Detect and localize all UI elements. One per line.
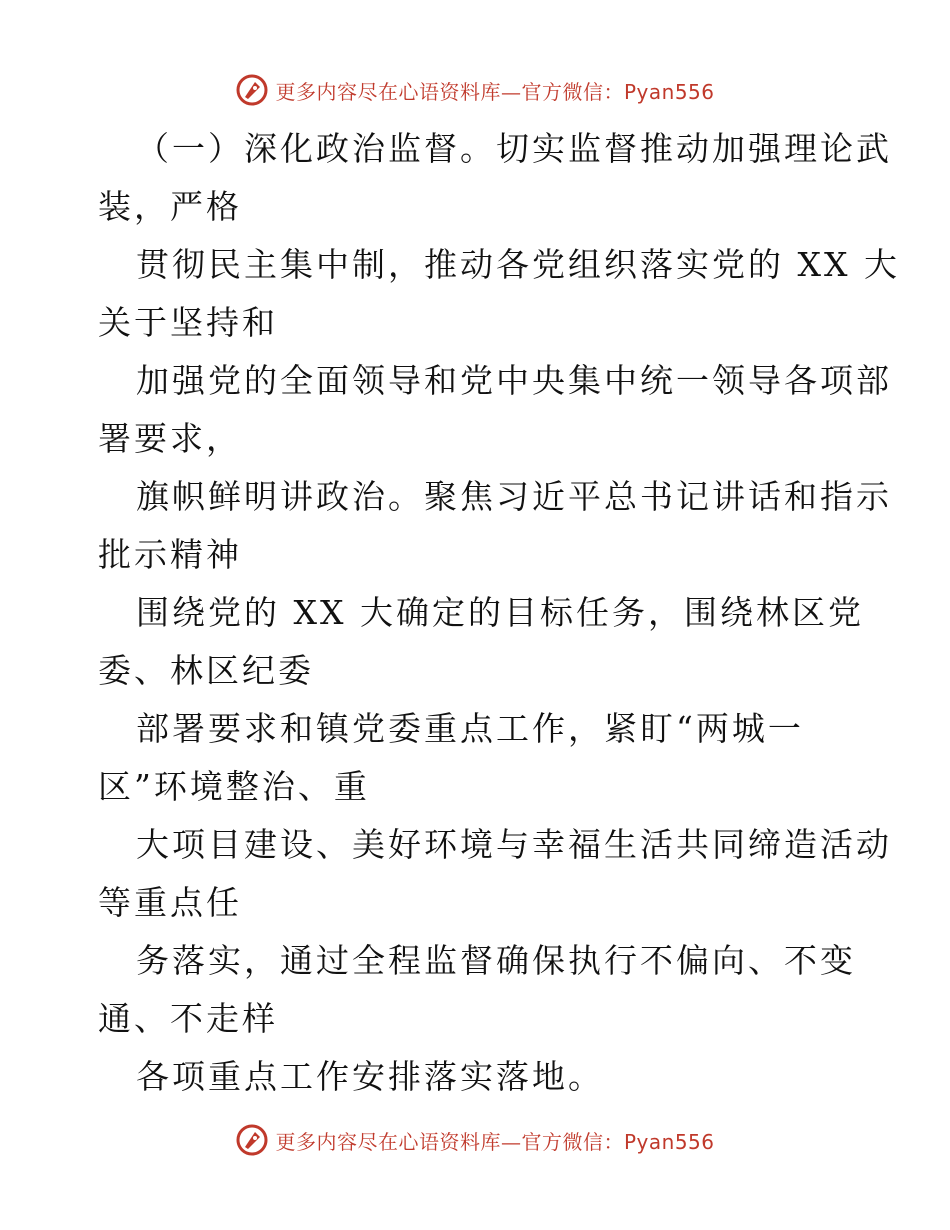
banner-text [275, 1126, 714, 1155]
text-line: 区”环境整治、重 [98, 767, 370, 806]
banner-wechat-id: Pyan556 [623, 1129, 715, 1154]
text-line: 装，严格 [98, 187, 242, 226]
text-line: 务落实，通过全程监督确保执行不偏向、不变 [136, 941, 856, 980]
text-line: 署要求， [98, 419, 242, 458]
text-line: 通、不走样 [98, 999, 278, 1038]
text-line: 委、林区纪委 [98, 651, 314, 690]
text-line: 各项重点工作安排落实落地。 [136, 1057, 604, 1096]
text-line: 关于坚持和 [98, 303, 278, 342]
banner-text [275, 76, 714, 105]
footer-banner [0, 1120, 950, 1160]
text-line: （一）深化政治监督。切实监督推动加强理论武 [136, 129, 892, 168]
text-line: 等重点任 [98, 883, 242, 922]
banner-label: 更多内容尽在心语资料库—官方微信： [275, 79, 624, 104]
text-line: 贯彻民主集中制，推动各党组织落实党的 XX 大 [136, 245, 900, 284]
pen-nib-circle-icon [235, 73, 269, 107]
header-banner [0, 70, 950, 110]
text-line: 加强党的全面领导和党中央集中统一领导各项部 [136, 361, 892, 400]
body-paragraph [98, 120, 900, 1106]
text-line: 部署要求和镇党委重点工作，紧盯“两城一 [136, 709, 804, 748]
banner-wechat-id: Pyan556 [623, 79, 715, 104]
text-line: 批示精神 [98, 535, 242, 574]
pen-nib-circle-icon [235, 1123, 269, 1157]
banner-label: 更多内容尽在心语资料库—官方微信： [275, 1129, 624, 1154]
text-line: 旗帜鲜明讲政治。聚焦习近平总书记讲话和指示 [136, 477, 892, 516]
text-line: 围绕党的 XX 大确定的目标任务，围绕林区党 [136, 593, 864, 632]
text-line: 大项目建设、美好环境与幸福生活共同缔造活动 [136, 825, 892, 864]
